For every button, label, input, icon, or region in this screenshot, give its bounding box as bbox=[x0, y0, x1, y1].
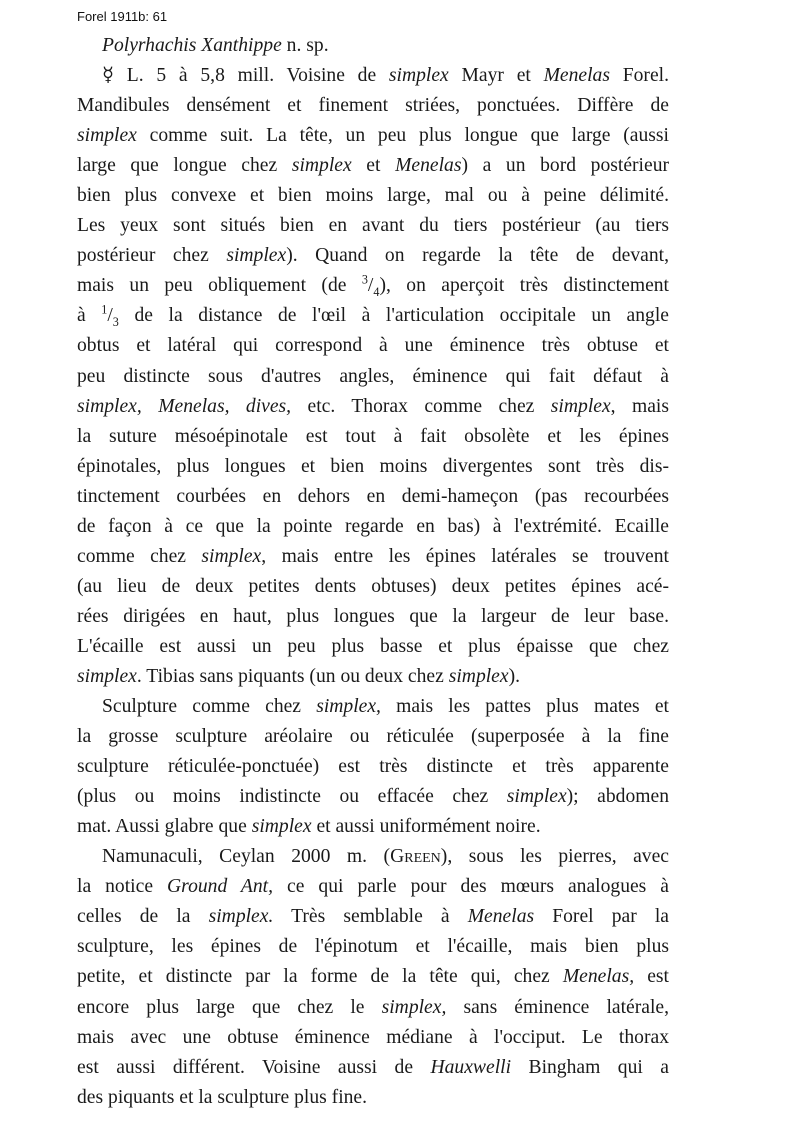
text-line bbox=[77, 632, 669, 662]
italic-taxon-text: simplex bbox=[550, 395, 611, 417]
italic-taxon-text: Hauxwelli bbox=[430, 1056, 512, 1078]
text-line bbox=[77, 1083, 669, 1113]
text-segment: etc. Thorax comme chez bbox=[291, 395, 551, 417]
text-segment: ce qui parle pour des mœurs analogues à bbox=[273, 876, 669, 898]
fraction-part: 1 bbox=[101, 302, 108, 317]
text-segment: Green bbox=[390, 846, 441, 868]
italic-taxon-text: simplex, Menelas, dives, bbox=[77, 395, 292, 417]
text-line bbox=[77, 181, 669, 211]
text-segment: Bingham qui a bbox=[511, 1056, 669, 1078]
italic-taxon-text: simplex bbox=[388, 65, 449, 87]
text-segment: à bbox=[77, 305, 102, 327]
text-segment: sculpture réticulée-ponctuée) est très distincte et très apparente bbox=[77, 756, 669, 778]
italic-taxon-text: simplex, bbox=[381, 996, 447, 1018]
text-line bbox=[77, 452, 669, 482]
text-segment: celles de la bbox=[77, 906, 209, 928]
text-segment: la notice bbox=[77, 876, 168, 898]
text-line bbox=[77, 31, 669, 61]
text-segment: est bbox=[634, 966, 669, 988]
text-line bbox=[77, 662, 669, 692]
text-segment: L'écaille est aussi un peu plus basse et plus épaisse que chez bbox=[77, 635, 669, 657]
text-segment: . Tibias sans piquants (un ou deux chez bbox=[136, 665, 449, 687]
text-segment: n. sp. bbox=[281, 35, 329, 56]
text-segment: mais les pattes plus mates et bbox=[380, 696, 669, 718]
text-segment: de façon à ce que la pointe regarde en bas) à l'extrémité. Ecaille bbox=[77, 515, 669, 537]
text-segment: bien plus convexe et bien moins large, mal ou à peine délimité. bbox=[77, 185, 669, 207]
text-line bbox=[77, 151, 669, 181]
text-line bbox=[77, 301, 669, 331]
text-segment: / bbox=[367, 275, 374, 297]
text-segment: Très semblable à bbox=[273, 906, 468, 928]
italic-taxon-text: simplex, bbox=[316, 696, 381, 718]
text-segment: , mais bbox=[610, 395, 669, 417]
text-segment: comme chez bbox=[77, 545, 202, 567]
text-line bbox=[77, 271, 669, 301]
text-line bbox=[77, 872, 669, 902]
italic-taxon-text: Polyrhachis Xanthippe bbox=[102, 35, 282, 56]
text-line bbox=[77, 392, 669, 422]
text-segment: Mandibules densément et finement striées, ponctuées. Diffère de bbox=[77, 95, 669, 117]
text-line bbox=[77, 692, 669, 722]
text-segment: rées dirigées en haut, plus longues que la largeur de leur base. bbox=[77, 605, 669, 627]
text-line bbox=[77, 812, 669, 842]
text-line bbox=[77, 331, 669, 361]
italic-taxon-text: simplex bbox=[291, 155, 352, 177]
text-line bbox=[77, 932, 669, 962]
text-segment: postérieur chez bbox=[77, 245, 227, 267]
italic-taxon-text: Ground Ant, bbox=[167, 876, 274, 898]
italic-taxon-text: Menelas bbox=[467, 906, 535, 928]
italic-taxon-text: simplex bbox=[226, 245, 287, 267]
text-segment: sculpture, les épines de l'épinotum et l'écaille, mais bien plus bbox=[77, 936, 669, 958]
text-segment: ☿ L. 5 à 5,8 mill. Voisine de bbox=[102, 65, 389, 87]
text-segment: mais avec une obtuse éminence médiane à l'occiput. Le thorax bbox=[77, 1026, 669, 1048]
italic-taxon-text: Menelas bbox=[395, 155, 462, 177]
text-segment: est aussi différent. Voisine aussi de bbox=[77, 1056, 431, 1078]
text-segment: la grosse sculpture aréolaire ou réticulée (superposée à la fine bbox=[77, 726, 669, 748]
text-line bbox=[77, 782, 669, 812]
text-line bbox=[77, 362, 669, 392]
text-segment: mat. Aussi glabre que bbox=[77, 816, 252, 838]
text-segment: ); abdomen bbox=[566, 786, 669, 808]
text-segment: petite, et distincte par la forme de la tête qui, chez bbox=[77, 966, 563, 988]
text-line bbox=[77, 482, 669, 512]
text-segment: Forel. bbox=[609, 65, 669, 87]
italic-taxon-text: simplex bbox=[201, 545, 262, 567]
text-line bbox=[77, 61, 669, 91]
italic-taxon-text: simplex bbox=[251, 816, 312, 838]
fraction-part: 3 bbox=[112, 315, 119, 330]
text-segment: ). Quand on regarde la tête de devant, bbox=[286, 245, 669, 267]
text-segment: mais un peu obliquement (de bbox=[77, 275, 362, 297]
text-line bbox=[77, 121, 669, 151]
text-line bbox=[77, 241, 669, 271]
text-segment: tinctement courbées en dehors en demi-hameçon (pas recourbées bbox=[77, 485, 669, 507]
text-line bbox=[77, 602, 669, 632]
text-segment: encore plus large que chez le bbox=[77, 996, 382, 1018]
text-line bbox=[77, 91, 669, 121]
italic-taxon-text: simplex bbox=[77, 125, 137, 147]
italic-taxon-text: Menelas, bbox=[562, 966, 635, 988]
fraction-part: 3 bbox=[361, 272, 368, 287]
text-segment: et aussi uniformément noire. bbox=[311, 816, 541, 838]
text-segment: Namunaculi, Ceylan 2000 m. ( bbox=[102, 846, 391, 868]
italic-taxon-text: simplex bbox=[77, 665, 137, 687]
text-line bbox=[77, 902, 669, 932]
text-segment: Forel par la bbox=[534, 906, 669, 928]
text-line bbox=[77, 512, 669, 542]
text-line bbox=[77, 572, 669, 602]
text-segment: ) a un bord postérieur bbox=[461, 155, 669, 177]
italic-taxon-text: simplex bbox=[506, 786, 567, 808]
text-segment: Sculpture comme chez bbox=[102, 696, 317, 718]
text-segment: ). bbox=[508, 665, 521, 687]
text-line bbox=[77, 1023, 669, 1053]
text-segment: , mais entre les épines latérales se trouvent bbox=[261, 545, 669, 567]
text-segment: (au lieu de deux petites dents obtuses) deux petites épines acé- bbox=[77, 575, 669, 597]
text-segment: de la distance de l'œil à l'articulation occipitale un angle bbox=[118, 305, 669, 327]
text-line bbox=[77, 962, 669, 992]
text-line bbox=[77, 722, 669, 752]
text-segment: sans éminence latérale, bbox=[446, 996, 669, 1018]
text-segment: ), on aperçoit très distinctement bbox=[379, 275, 669, 297]
text-segment: large que longue chez bbox=[77, 155, 292, 177]
italic-taxon-text: Menelas bbox=[543, 65, 610, 87]
text-segment: la suture mésoépinotale est tout à fait obsolète et les épines bbox=[77, 425, 669, 447]
text-segment: et bbox=[351, 155, 396, 177]
text-segment: Les yeux sont situés bien en avant du tiers postérieur (au tiers bbox=[77, 215, 669, 237]
text-line bbox=[77, 993, 669, 1023]
text-segment: comme suit. La tête, un peu plus longue que large (aussi bbox=[136, 125, 669, 147]
text-line bbox=[77, 422, 669, 452]
text-segment: (plus ou moins indistincte ou effacée chez bbox=[77, 786, 507, 808]
text-segment: / bbox=[107, 305, 113, 327]
text-segment: peu distincte sous d'autres angles, éminence qui fait défaut à bbox=[77, 365, 669, 387]
text-segment: ), sous les pierres, avec bbox=[440, 846, 669, 868]
document-body bbox=[77, 31, 669, 1113]
italic-taxon-text: simplex bbox=[448, 665, 509, 687]
italic-taxon-text: simplex. bbox=[208, 906, 274, 928]
text-line bbox=[77, 1053, 669, 1083]
page-reference-label: Forel 1911b: 61 bbox=[77, 9, 168, 24]
fraction-part: 4 bbox=[373, 285, 380, 300]
text-line bbox=[77, 542, 669, 572]
text-segment: obtus et latéral qui correspond à une éminence très obtuse et bbox=[77, 335, 669, 357]
text-line bbox=[77, 752, 669, 782]
text-segment: Mayr et bbox=[448, 65, 544, 87]
text-segment: des piquants et la sculpture plus fine. bbox=[77, 1086, 368, 1108]
text-segment: épinotales, plus longues et bien moins divergentes sont très dis- bbox=[77, 455, 669, 477]
text-line bbox=[77, 842, 669, 872]
text-line bbox=[77, 211, 669, 241]
